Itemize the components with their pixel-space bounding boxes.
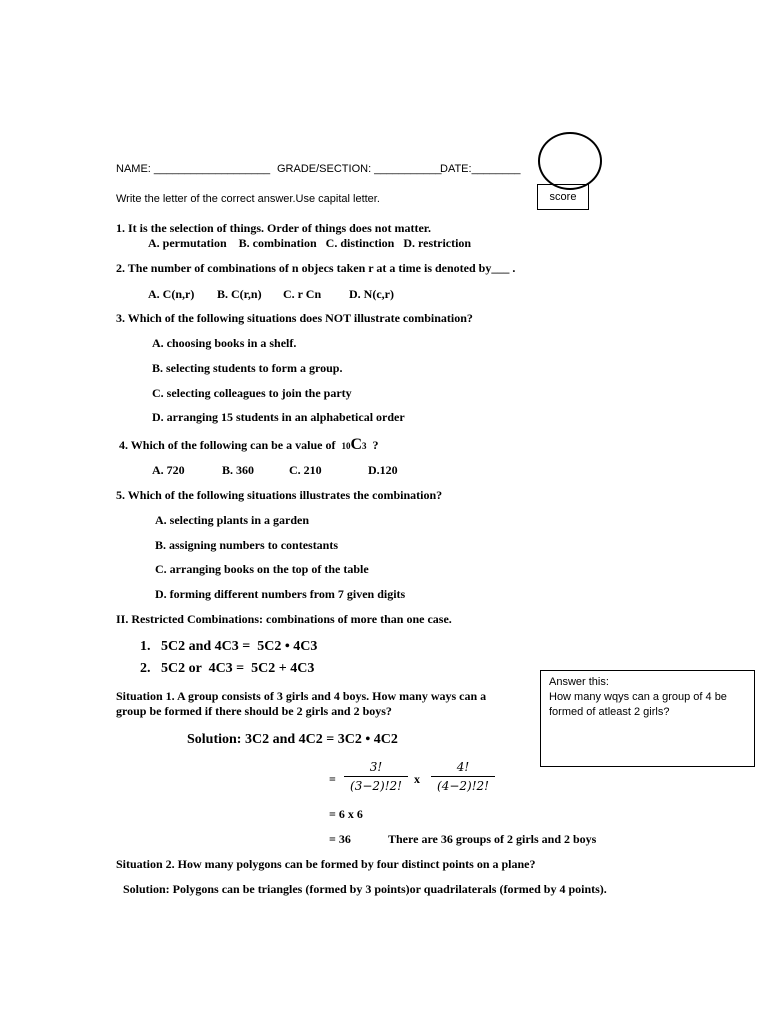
score-box [537,184,589,210]
q2-choice-b: B. C(r,n) [217,287,262,301]
q3-choice-d: D. arranging 15 students in an alphabetical order [152,410,405,424]
q5-choice-c: C. arranging books on the top of the table [155,562,369,576]
q4-choice-a: A. 720 [152,463,185,477]
question-5: 5. Which of the following situations illustrates the combination? [116,488,443,502]
q4-choice-d: D.120 [368,463,398,477]
q4-c-letter: C [350,436,363,453]
q4-subscript-r: 3 [362,441,367,451]
q3-choice-a: A. choosing books in a shelf. [152,336,297,350]
section-2-title: II. Restricted Combinations: combinations of more than one case. [116,612,452,626]
q3-choice-c: C. selecting colleagues to join the party [152,386,352,400]
q3-choice-b: B. selecting students to form a group. [152,361,343,375]
instruction: Write the letter of the correct answer.Use capital letter. [116,193,380,205]
date-field: DATE:________ [440,163,521,175]
q5-choice-d: D. forming different numbers from 7 given digits [155,587,406,601]
question-2: 2. The number of combinations of n objecs taken r at a time is denoted by___ . [116,261,516,275]
rule-1: 1. 5C2 and 4C3 = 5C2 • 4C3 [140,639,318,654]
conclusion: There are 36 groups of 2 girls and 2 boys [388,832,597,846]
q5-choice-a: A. selecting plants in a garden [155,513,310,527]
question-4 [119,436,379,454]
grade-section-field: GRADE/SECTION: ___________ [277,163,442,175]
fraction-2-denominator: (4−2)!2! [431,776,495,793]
times-sign: x [414,772,420,786]
q4-question-mark: ? [372,438,379,452]
situation-1-line-1: Situation 1. A group consists of 3 girls and 4 boys. How many ways can a [116,689,487,703]
q4-subscript-n: 10 [341,441,351,451]
fraction-2-numerator: 4! [456,760,470,774]
question-3: 3. Which of the following situations does NOT illustrate combination? [116,311,473,325]
score-label: score [549,191,577,203]
answer-box-body: How many wqys can a group of 4 be formed of atleast 2 girls? [549,691,727,718]
fraction-1 [344,760,408,793]
situation-1-line-2: group be formed if there should be 2 girls and 2 boys? [116,704,392,718]
question-4-text: 4. Which of the following can be a value of [119,438,336,452]
question-1: 1. It is the selection of things. Order of things does not matter. [116,221,431,235]
situation-2-solution: Solution: Polygons can be triangles (formed by 3 points)or quadrilaterals (formed by 4 points). [123,882,607,896]
question-1-choices: A. permutation B. combination C. distinction D. restriction [148,236,472,250]
q5-choice-b: B. assigning numbers to contestants [155,538,339,552]
equals-sign: = [329,772,336,786]
step-2: = 6 x 6 [329,807,363,821]
name-field: NAME: ___________________ [116,163,271,175]
fraction-1-numerator: 3! [369,760,383,774]
q4-choice-b: B. 360 [222,463,255,477]
q2-choice-d: D. N(c,r) [349,287,394,301]
q2-choice-a: A. C(n,r) [148,287,195,301]
q2-choice-c: C. r Cn [283,287,322,301]
fraction-1-denominator: (3−2)!2! [344,776,408,793]
rule-2: 2. 5C2 or 4C3 = 5C2 + 4C3 [140,661,315,676]
situation-2-line-1: Situation 2. How many polygons can be formed by four distinct points on a plane? [116,857,536,871]
step-3: = 36 [329,832,351,846]
answer-box [540,670,755,767]
situation-1-solution: Solution: 3C2 and 4C2 = 3C2 • 4C2 [187,732,398,747]
q4-choice-c: C. 210 [289,463,322,477]
fraction-2 [431,760,495,793]
score-circle [538,132,602,190]
answer-box-title: Answer this: [549,676,609,688]
